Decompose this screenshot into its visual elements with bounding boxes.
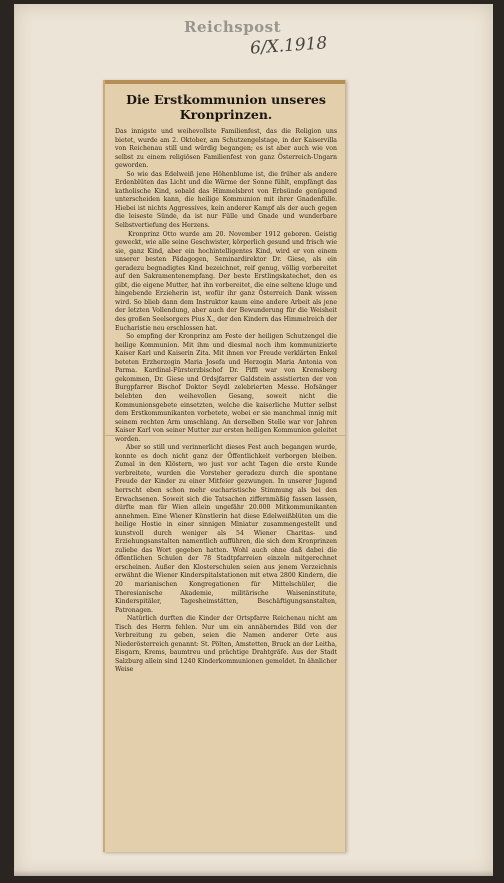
article-body: Das innigste und weihevollste Familienfest, das die Religion uns bietet, wurde am 2. Oktober, am Schutzengelstage, in der Kaiservilla von Reichenau still und würdig begangen; es ist aber auch wie von selbst zu einem religiösen Familienfest von ganz Österreich-Ungarn geworden. So wie das Edelweiß jene Höhenblume ist, die früher als andere Erdenblüten das Licht und die Wärme der Sonne fühlt, empfängt das katholische Kind, sobald das Himmelsbrot von Erbsünde genügend unterscheiden kann, die heilige Kommunion mit ihrer Gnadenfülle. Hiebei ist nichts Aggressives, kein anderer Kampf als der auch gegen die leiseste Sünde, da ist nur Fülle und Gnade und wunderbare Selbstvertiefung des Herzens. Kronprinz Otto wurde am 20. November 1912 geboren. Geistig geweckt, wie alle seine Geschwister, körperlich gesund und frisch wie sie, ganz Kind, aber ein hochintelligentes Kind, wird er von einem unserer besten Pädagogen, Seminardirektor Dr. Giese, als ein geradezu begnadigtes Kind bezeichnet, reif genug, völlig vorbereitet auf den Sakramentenempfang. Der beste Erstlingskatechet, den es gibt, die eigene Mutter, hat ihn vorbereitet, die eine seltene kluge und hingebende Erzieherin ist, wofür ihr ganz Österreich Dank wissen wird. So blieb dann dem Instruktor kaum eine andere Arbeit als jene der letzten Vollendung, aber auch der Bewunderung für die Weisheit des großen Seelsorgers Pius X., der den Kindern das Himmelreich der Eucharistie neu erschlossen hat. So empfing der Kronprinz am Feste der heiligen Schutzengel die heilige Kommunion. Mit ihm und diesmal noch ihm kommunizierte Kaiser Karl und Kaiserin Zita. Mit ihnen vor Freude verklärten Enkel beteten Erzherzogin Maria Josefa und Herzogin Maria Antonia von Parma. Kardinal-Fürsterzbischof Dr. Piffl war von Kremsberg gekommen, Dr. Giese und Ordsjfarrer Galdstein assistierten der von Burgpfarrer Bischof Doktor Seydl zelebrierten Messe. Hofsänger belebten den weihevollen Gesang, soweit nicht die Kommunionsgebete einsetzten, welche die kaiserliche Mutter selbst dem Erstkommunikanten vorbetete, wobei er sie manchmal innig mit seinem rechten Arm umschlang. An derselben Stelle war vor Jahren Kaiser Karl von seiner Mutter zur ersten heiligen Kommunion geleitet worden. Aber so still und verinnerlicht dieses Fest auch begangen wurde, konnte es doch nicht ganz der Öffentlichkeit verborgen bleiben. Zumal in den Klöstern, wo just vor acht Tagen die erste Kunde verbreitete, wurden die Vorsteher geradezu durch die spontane Freude der Kinder zu einer Mitfeier gezwungen. In unserer Jugend herrscht eben schon mehr eucharistische Stimmung als bei den Erwachsenen. Soweit sich die Tatsachen ziffernmäßig fassen lassen, dürfte man für Wien allein ungefähr 20.000 Mitkommunikanten annehmen. Eine Wiener Künstlerin hat diese Edelweißblüten um die heilige Hostie in einer sinnigen Miniatur zusammengestellt und kunstvoll durch weniger als 54 Wiener Charitas- und Erziehungsanstalten namentlich aufführen, die sich dem Kronprinzen zuliebe das Wort gegeben hatten. Wohl auch ohne daß dabei die öffentlichen Schulen der 78 Stadtpfarreien einzeln mitgerechnet erscheinen. Außer den Klosterschulen seien aus jenem Verzeichnis erwähnt die Wiener Kinderspitalstationen mit etwa 2800 Kindern, die 20 marianischen Kongregationen für Mittelschüler, die Theresianische Akademie, militärische Waiseninstitute, Kinderspitäler, Tagesheimstätten, Beschäftigungsanstalten, Patronagen. Natürlich durften die Kinder der Ortspfarre Reichenau nicht am Tisch des Herrn fehlen. Nur um ein annäherndes Bild von der Verbreitung zu geben, seien die Namen anderer Orte aus Niederösterreich genannt: St. Pölten, Amstetten, Bruck an der Leitha, Eisgarn, Krems, baumtreu und prächtige Drahtgräfe. Aus der Stadt Salzburg allein sind 1240 Kinderkommunionen gemeldet. In ähnlicher Weise [115, 128, 338, 674]
article-headline [115, 92, 337, 122]
headline-line-2: Kronprinzen. [179, 107, 273, 122]
headline-line-1: Die Erstkommunion unseres [126, 92, 326, 107]
article [115, 92, 337, 675]
sheet-shadow [14, 870, 493, 876]
sheet-edge [14, 4, 15, 876]
newspaper-stamp: Reichspost [184, 18, 282, 36]
newspaper-clipping [103, 80, 346, 852]
clipping-top-edge [105, 80, 345, 84]
handwritten-date: 6/X.1918 [249, 33, 328, 59]
